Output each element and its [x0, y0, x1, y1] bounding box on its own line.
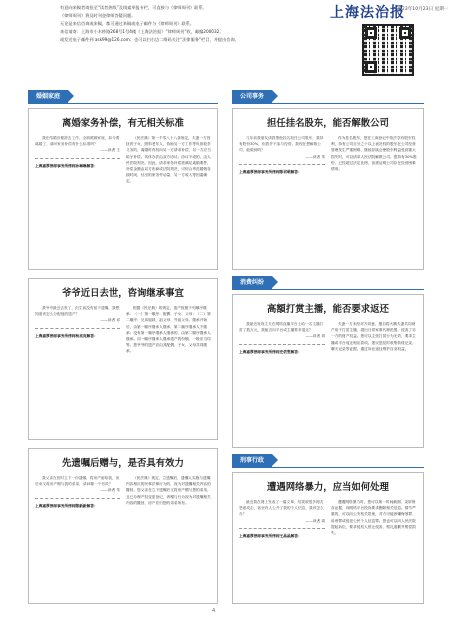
- article-body: 夫妻一方未经对方同意，擅自将大额夫妻共同财产用于打赏主播，超出日常家事代理范围，侵害了另一方的财产权益。您可以主张打赏行为无效，要求主播或平台返还相应款项。建议您及时收集转账记录、聊天记录等证据，通过诉讼途径维护自身权益。: [331, 322, 416, 351]
- article-card: [28, 448, 218, 604]
- article-question: 几年前我朋友请我帮他挂名担任公司股东，我持有股份30%，但我并不参与经营。我现在想解散公司，能做到吗？: [239, 136, 324, 153]
- article-source: 上海惠厚律师事务所律师孙琳琳解答：: [35, 163, 98, 168]
- qr-code-icon[interactable]: [362, 24, 414, 76]
- article-asker: ——读者 王: [100, 148, 120, 153]
- article-body: 作为挂名股东，您在工商登记中依法享有股东权利，持有公司百分之十以上表决权的股东在公司经营管理发生严重困难、继续存续会使股东利益受到重大损失时，可以请求人民法院解散公司。您持有30%股份，已经超过法定比例，但需证明公司存在经营困难情形。: [331, 136, 417, 172]
- article-title: 先遗嘱后赠与，是否具有效力: [62, 458, 184, 469]
- section-rule: [232, 467, 424, 468]
- article-asker: ——读者 朱: [100, 488, 120, 493]
- article-card: [232, 108, 424, 270]
- section-rule: [232, 289, 424, 290]
- section-tag-family: 婚姻家庭: [28, 90, 68, 103]
- masthead-intro: [60, 4, 350, 44]
- article-card: [232, 472, 424, 604]
- article-question: 我父亲在世时立下一份遗嘱，将房产留给我，但后来又将房产赠与我的弟弟，请问哪一个有效？: [35, 476, 120, 487]
- intro-line: 或发送电子邮件到 ask99@126.com；也可以扫右边二维码关注“法律服务”栏目，并提出咨询。: [60, 37, 239, 42]
- article-body: 《民法典》规定，立遗嘱后，遗嘱人实施与遗嘱内容相反的民事法律行为的，视为对遗嘱相关内容的撤回。您父亲在立下遗嘱后又将房产赠与您的弟弟，且已办理产权变更登记，该赠与行为视为对遗嘱相关内容的撤回，房产应归您的弟弟所有。: [126, 476, 211, 505]
- article-card: [28, 278, 218, 440]
- article-title: 爷爷近日去世，咨询继承事宜: [62, 288, 184, 299]
- article-question: 我爷爷最近去世了，但生前没有留下遗嘱，我想知道该怎么分配他的遗产？: [35, 306, 120, 317]
- page-number: 4: [212, 608, 216, 614]
- section-tag-criminal: 刑事行政: [232, 454, 272, 467]
- section-tag-consumer: 消费纠纷: [232, 276, 272, 289]
- section-rule: [232, 103, 424, 104]
- article-card: [28, 108, 218, 270]
- intro-line: 无论是来信咨询或来稿，都可通过来稿或电子邮件与《律师周刊》联系。: [60, 21, 195, 26]
- article-asker: ——读者 刘: [305, 334, 325, 339]
- article-question: 我最近发现丈夫在网络直播平台上给一名主播打赏了数万元，我能否向平台或主播要求退还？: [239, 322, 324, 333]
- newspaper-logo: 上海法治报: [330, 5, 405, 21]
- article-asker: ——读者 邓: [100, 318, 120, 323]
- article-body: 根据《民法典》的规定，遗产按照下列顺序继承：（一）第一顺序：配偶、子女、父母；（二）第二顺序：兄弟姐妹、祖父母、外祖父母。继承开始后，由第一顺序继承人继承，第二顺序继承人不继承；没有第一顺序继承人继承的，由第二顺序继承人继承。同一顺序继承人继承遗产的份额，一般应当均等。您爷爷的遗产应由其配偶、子女、父母共同继承。: [126, 306, 211, 354]
- article-asker: ——读者 朱: [305, 154, 325, 159]
- article-body: 遭遇网络暴力时，您可以第一时间截图、录屏保存证据，向网络平台投诉要求删除相关信息。情节严重的，可以向公安机关报案，对方可能涉嫌侮辱罪、诽谤罪或侵犯公民个人信息罪。您也可以向人民法院提起诉讼，要求侵权人停止侵害、赔礼道歉并赔偿损失。: [331, 500, 416, 536]
- article-title: 高額打赏主播，能否要求返还: [267, 304, 389, 315]
- article-question: 我在结婚后便辞去工作，全职照顾家庭，如今要离婚了，请问家务补偿有什么标准吗？: [35, 136, 120, 147]
- intro-line: 有意向来稿者请投至“读者热线”及线索举报专栏，可直接与《律师周刊》联系。: [60, 5, 207, 10]
- section-tag-company: 公司事务: [232, 90, 272, 103]
- article-source: 上海惠厚律师事务所律师王晶晶解答：: [239, 533, 302, 538]
- article-title: 担任挂名股东，能否解散公司: [267, 118, 389, 129]
- intro-line: 《律师周刊》将及时刊登律师答疑问题。: [60, 13, 136, 18]
- article-source: 上海惠厚律师事务所律师陈君珺解答：: [239, 169, 302, 174]
- article-asker: ——读者 周: [305, 518, 325, 523]
- article-question: 最近我在网上发表了一篇文章，结果被很多网友恶意攻击，甚至有人公开了我的个人信息，我该怎么办？: [239, 500, 324, 517]
- article-card: [232, 294, 424, 448]
- masthead: [0, 0, 450, 80]
- article-title: 离婚家务补偿，有无相关标准: [62, 118, 184, 129]
- article-body: 《民法典》第一千零八十八条规定，夫妻一方因抚育子女、照料老年人、协助另一方工作等负担较多义务的，离婚时有权向另一方请求补偿，另一方应当给予补偿。具体办法由双方协议；协议不成的，由人民法院判决。因此，请求家务补偿需满足离婚要件，补偿金额由双方协商或法院判决，可综合考虑婚姻存续时间、付出的家务劳动量、另一方收入等因素确定。: [126, 136, 211, 184]
- article-title: 遭遇网络暴力，应当如何处理: [267, 482, 389, 493]
- section-rule: [28, 103, 218, 104]
- article-source: 上海惠厚律师事务所律师史依雯解答：: [239, 349, 302, 354]
- article-source: 上海惠厚律师事务所律师陈新新解答：: [35, 503, 98, 508]
- article-source: 上海惠厚律师事务所律师杨亮亮解答：: [35, 333, 98, 338]
- issue-date: 2023年10月23日 星期一: [396, 7, 449, 12]
- intro-line: 来信请寄：上海市小木桥路268号1号4楼《上海法治报》“律师周刊”收，邮编200032。: [60, 29, 224, 34]
